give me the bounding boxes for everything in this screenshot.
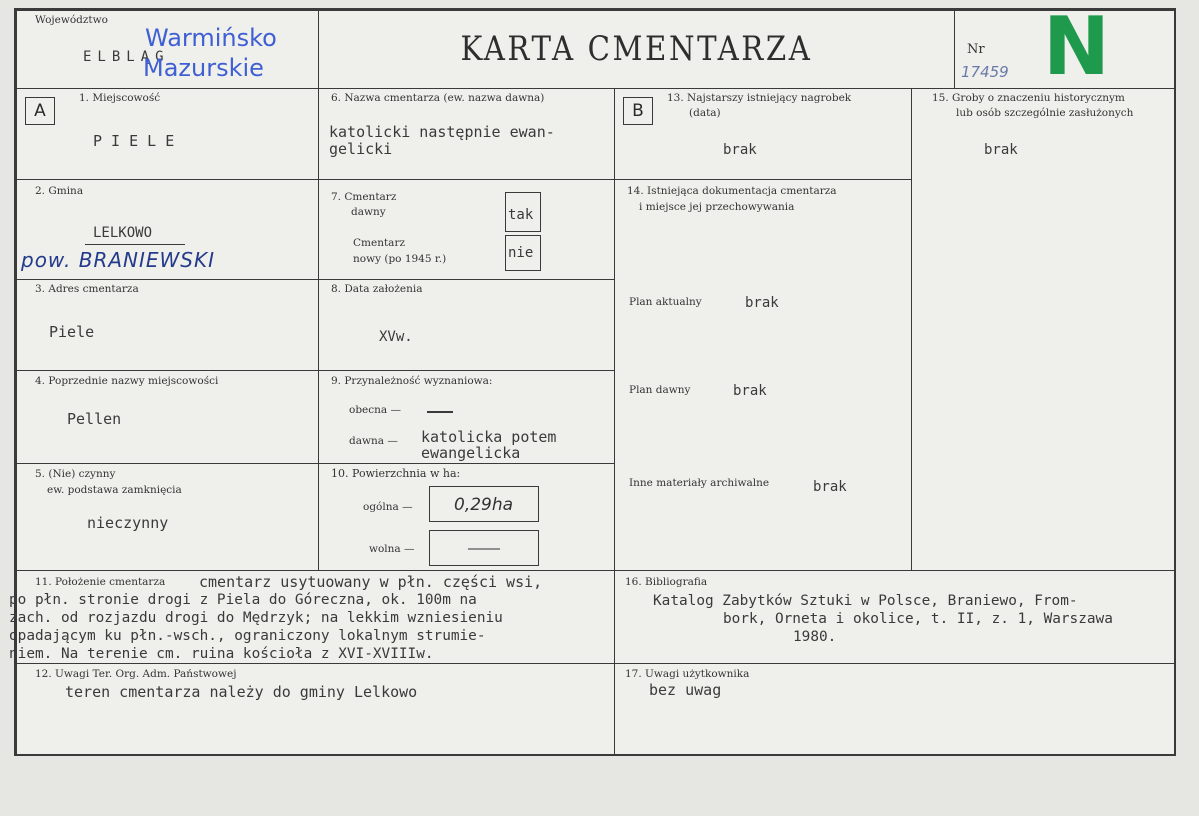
field-2-value: LELKOWO (93, 225, 153, 241)
ogolna-label: ogólna — (363, 501, 413, 513)
field-16-line-2: bork, Orneta i okolice, t. II, z. 1, Warszawa (723, 611, 1113, 627)
field-15-label-2: lub osób szczególnie zasłużonych (956, 107, 1134, 119)
field-6-label: 6. Nazwa cmentarza (ew. nazwa dawna) (331, 92, 545, 104)
wojewodztwo-label: Województwo (35, 14, 108, 26)
field-11-label: 11. Położenie cmentarza (35, 576, 166, 588)
field-2-label: 2. Gmina (35, 185, 84, 197)
dawny-value: tak (508, 207, 534, 223)
field-5-value: nieczynny (87, 514, 169, 532)
field-11-line-1: cmentarz usytuowany w płn. części wsi, (199, 573, 543, 591)
field-7-cell (318, 179, 615, 280)
field-12-label: 12. Uwagi Ter. Org. Adm. Państwowej (35, 668, 237, 680)
nowy-box (505, 235, 541, 271)
category-mark: N (1043, 0, 1110, 93)
inne-materialy-label: Inne materiały archiwalne (629, 477, 770, 489)
field-5-label-1: 5. (Nie) czynny (35, 468, 116, 480)
nr-cell (954, 0, 1176, 93)
wojewodztwo-stamp-line1: Warmińsko (145, 24, 277, 52)
plan-dawny-label: Plan dawny (629, 384, 691, 396)
field-15-value: brak (984, 142, 1018, 158)
field-2-cell (16, 179, 319, 280)
section-a-box (25, 97, 55, 125)
section-b-box (623, 97, 653, 125)
field-3-label: 3. Adres cmentarza (35, 283, 139, 295)
field-14-cell (614, 179, 912, 571)
field-17-value: bez uwag (649, 681, 722, 699)
field-1-value: P I E L E (93, 132, 175, 150)
nr-label: Nr (967, 42, 985, 57)
ogolna-box (429, 486, 539, 522)
field-1-cell (16, 88, 319, 180)
field-7-label-1: 7. Cmentarz (331, 191, 397, 203)
field-10-label: 10. Powierzchnia w ha: (331, 467, 461, 480)
field-1-label: 1. Miejscowość (79, 92, 161, 104)
plan-aktualny-label: Plan aktualny (629, 296, 702, 308)
wolna-box (429, 530, 539, 566)
obecna-label: obecna — (349, 404, 401, 416)
field-7-label-3: Cmentarz (353, 237, 405, 249)
wojewodztwo-typed: ELBLĄG (83, 49, 170, 65)
field-7-label-4: nowy (po 1945 r.) (353, 253, 447, 265)
dawna-line-1: katolicka potem (421, 428, 557, 446)
field-4-value: Pellen (67, 410, 122, 428)
obecna-value-dash (427, 411, 453, 413)
field-10-cell (318, 463, 615, 571)
field-2-handwritten: pow. BRANIEWSKI (21, 248, 216, 272)
section-a-letter: A (34, 101, 46, 121)
section-b-letter: B (632, 101, 644, 121)
field-13-cell (614, 88, 912, 180)
field-11-line-4: opadającym ku płn.-wsch., ograniczony lokalnym strumie- (9, 628, 486, 644)
dawny-box (505, 192, 541, 232)
field-7-label-2: dawny (351, 206, 386, 218)
field-3-cell (16, 279, 319, 371)
field-16-line-1: Katalog Zabytków Sztuki w Polsce, Braniewo, From- (653, 593, 1078, 609)
field-13-label-1: 13. Najstarszy istniejący nagrobek (667, 92, 852, 104)
field-6-line-2: gelicki (329, 140, 393, 158)
field-16-label: 16. Bibliografia (625, 576, 708, 588)
field-11-cell (9, 570, 615, 664)
field-11-line-5: niem. Na terenie cm. ruina kościoła z XVI-XVIIIw. (9, 646, 434, 662)
field-6-cell (318, 88, 615, 180)
field-5-cell (16, 463, 319, 571)
wolna-label: wolna — (369, 543, 415, 555)
field-3-value: Piele (49, 323, 95, 341)
field-13-label-2: (data) (689, 107, 721, 119)
field-15-cell (911, 88, 1176, 571)
field-16-line-3: 1980. (793, 629, 837, 645)
field-17-cell (614, 663, 1176, 756)
field-8-label: 8. Data założenia (331, 283, 423, 295)
field-9-cell (318, 370, 615, 464)
wojewodztwo-cell (16, 10, 319, 89)
plan-aktualny-value: brak (745, 295, 779, 311)
field-5-label-2: ew. podstawa zamknięcia (47, 484, 182, 496)
inne-materialy-value: brak (813, 479, 847, 495)
field-8-value: XVw. (379, 329, 413, 345)
field-13-value: brak (723, 142, 757, 158)
field-8-cell (318, 279, 615, 371)
field-16-cell (614, 570, 1176, 664)
field-14-label-1: 14. Istniejąca dokumentacja cmentarza (627, 185, 837, 197)
plan-dawny-value: brak (733, 383, 767, 399)
field-6-line-1: katolicki następnie ewan- (329, 123, 555, 141)
wojewodztwo-stamp-line2: Mazurskie (143, 54, 264, 82)
field-11-line-2: po płn. stronie drogi z Piela do Góreczna, ok. 100m na (9, 592, 477, 608)
dawna-line-2: ewangelicka (421, 444, 521, 462)
field-15-label-1: 15. Groby o znaczeniu historycznym (932, 92, 1125, 104)
cemetery-card (9, 0, 1176, 756)
page-title: KARTA CMENTARZA (460, 29, 813, 69)
ogolna-value: 0,29ha (454, 495, 514, 515)
field-2-underline (85, 244, 185, 245)
nowy-value: nie (508, 245, 534, 261)
field-17-label: 17. Uwagi użytkownika (625, 668, 750, 680)
field-9-label: 9. Przynależność wyznaniowa: (331, 375, 493, 387)
field-11-line-3: zach. od rozjazdu drogi do Mędrzyk; na lekkim wzniesieniu (9, 610, 503, 626)
field-14-label-2: i miejsce jej przechowywania (639, 201, 795, 213)
field-12-cell (16, 663, 615, 756)
nr-value: 17459 (961, 63, 1009, 81)
field-12-value: teren cmentarza należy do gminy Lelkowo (65, 683, 418, 701)
field-4-label: 4. Poprzednie nazwy miejscowości (35, 375, 219, 387)
dawna-label: dawna — (349, 435, 398, 447)
wolna-value: — (466, 538, 502, 557)
field-4-cell (16, 370, 319, 464)
title-cell (318, 10, 955, 89)
